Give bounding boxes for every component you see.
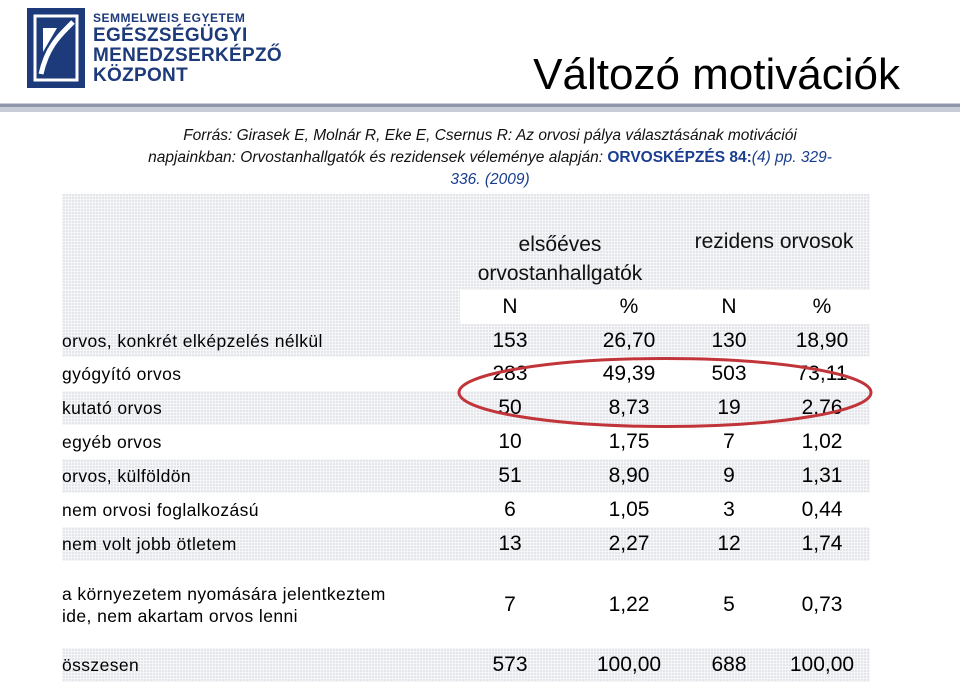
cell-n2: 19	[717, 396, 741, 419]
table-row	[62, 391, 870, 425]
logo-line-2: EGÉSZSÉGÜGYI	[93, 25, 248, 46]
table-row	[62, 561, 870, 648]
row-label-line-2: ide, nem akartam orvos lenni	[62, 605, 298, 626]
header-students-line-2: orvostanhallgatók	[477, 262, 643, 285]
cell-n2: 5	[723, 592, 735, 616]
logo-line-4: KÖZPONT	[93, 65, 188, 86]
cell-p2: 1,74	[801, 532, 843, 555]
cell-n2: 503	[711, 362, 747, 385]
row-label	[62, 561, 386, 648]
cell-p2: 2,76	[801, 396, 843, 419]
cell-n1: 283	[492, 362, 528, 385]
cell-n1: 153	[492, 328, 528, 352]
row-label: orvos, külföldön	[62, 466, 191, 486]
subheader-n1: N	[502, 295, 518, 318]
table-subheader	[460, 290, 870, 324]
source-part-2: napjainkban: Orvostanhallgatók és rezidensek véleménye alapján:	[148, 149, 604, 166]
table-row	[62, 459, 870, 493]
cell-n1: 51	[498, 464, 522, 487]
table-row	[62, 425, 870, 459]
motivation-table	[62, 194, 870, 684]
row-label: nem orvosi foglalkozású	[62, 500, 259, 520]
table-row	[62, 324, 870, 357]
source-part-1: Forrás: Girasek E, Molnár R, Eke E, Csernus R: Az orvosi pálya választásának motivációi	[183, 127, 797, 144]
cell-p2: 18,90	[795, 328, 849, 352]
row-label: gyógyító orvos	[62, 364, 182, 384]
cell-n1: 7	[504, 592, 516, 616]
title-divider	[0, 103, 960, 112]
row-label: orvos, konkrét elképzelés nélkül	[62, 330, 323, 351]
cell-n1: 573	[492, 653, 528, 676]
cell-n2: 688	[711, 653, 747, 676]
header-group-students	[470, 230, 650, 288]
cell-p1: 2,27	[608, 532, 650, 555]
row-label: egyéb orvos	[62, 432, 162, 452]
cell-p1: 49,39	[602, 362, 656, 385]
logo	[27, 8, 282, 90]
source-issue: (4) pp. 329-	[751, 149, 832, 166]
subheader-p2: %	[812, 295, 832, 318]
cell-n2: 130	[711, 328, 747, 352]
cell-n2: 12	[717, 532, 741, 555]
cell-p2: 100,00	[789, 653, 855, 676]
cell-p2: 1,31	[801, 464, 843, 487]
table-row	[62, 493, 870, 527]
table-row	[62, 527, 870, 561]
cell-p1: 26,70	[602, 328, 656, 352]
cell-p2: 73,11	[796, 362, 848, 385]
cell-p1: 8,73	[608, 396, 650, 419]
cell-n1: 6	[504, 498, 516, 521]
logo-text	[93, 10, 282, 86]
cell-n1: 10	[498, 430, 522, 453]
cell-p2: 0,44	[801, 498, 843, 521]
cell-p1: 1,75	[608, 430, 650, 453]
cell-n1: 50	[498, 396, 522, 419]
row-label-line-1: a környezetem nyomására jelentkeztem	[62, 583, 386, 604]
source-part-3: 336. (2009)	[450, 171, 530, 188]
cell-n2: 7	[723, 430, 735, 453]
header-students-line-1: elsőéves	[518, 233, 602, 256]
cell-p1: 8,90	[608, 464, 650, 487]
cell-n2: 9	[723, 464, 735, 487]
cell-p2: 0,73	[801, 592, 843, 616]
subheader-p1: %	[619, 295, 639, 318]
row-label: kutató orvos	[62, 398, 163, 418]
table-subheader-left	[62, 290, 460, 324]
cell-p1: 1,05	[608, 498, 650, 521]
source-citation	[60, 125, 920, 191]
table-row	[62, 357, 870, 391]
logo-mark-icon	[27, 8, 85, 88]
cell-p1: 1,22	[608, 592, 650, 616]
cell-p2: 1,02	[801, 430, 843, 453]
cell-n2: 3	[723, 498, 735, 521]
logo-line-3: MENEDZSERKÉPZŐ	[93, 45, 282, 66]
source-journal: ORVOSKÉPZÉS 84:	[607, 149, 752, 166]
cell-n1: 13	[498, 532, 522, 555]
subheader-n2: N	[721, 295, 737, 318]
header-group-residents: rezidens orvosok	[694, 230, 854, 253]
logo-line-1: SEMMELWEIS EGYETEM	[93, 11, 246, 25]
page-title: Változó motivációk	[533, 50, 900, 99]
row-label: összesen	[62, 655, 140, 675]
table-header-band	[62, 194, 870, 290]
row-label: nem volt jobb ötletem	[62, 534, 237, 554]
table-row-total	[62, 648, 870, 682]
cell-p1: 100,00	[596, 653, 662, 676]
